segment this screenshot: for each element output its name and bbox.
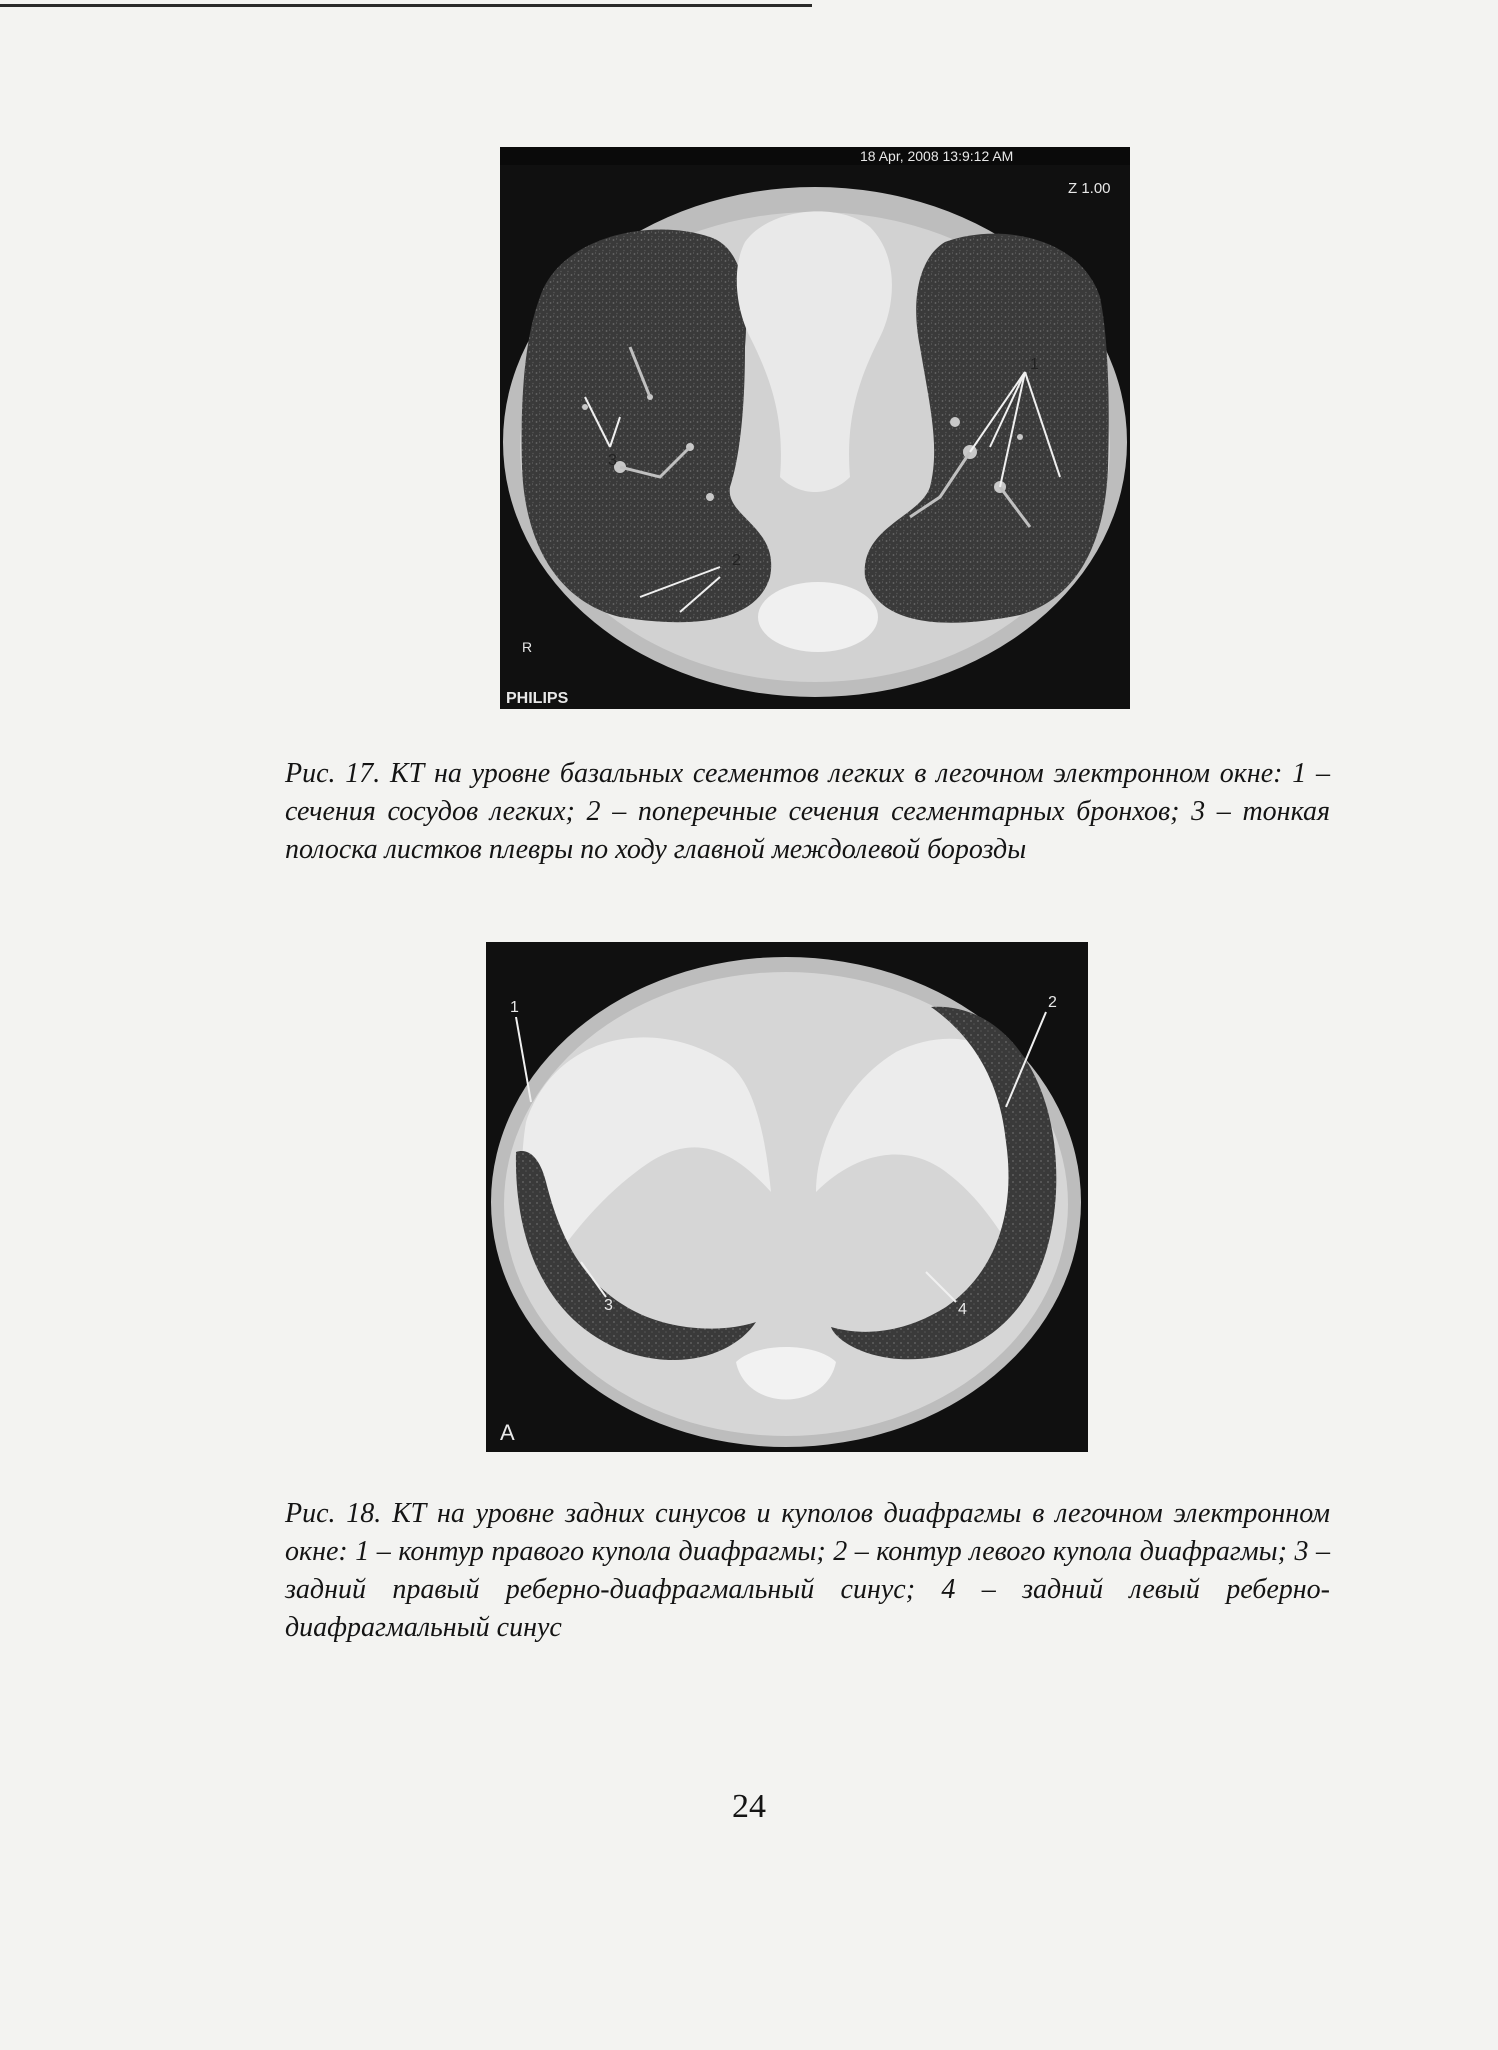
figure-17-caption: Рис. 17. КТ на уровне базальных сегментов легких в легочном электронном окне: 1 – сечения сосудов легких; 2 – поперечные сечения сегментарных бронхов; 3 – тонкая полоска листков плевры по ходу главной междолевой борозды bbox=[285, 758, 1330, 865]
label-3: 3 bbox=[604, 1297, 613, 1314]
label-2: 2 bbox=[1048, 994, 1057, 1011]
label-2: 2 bbox=[732, 552, 741, 569]
label-3: 3 bbox=[608, 452, 617, 469]
side-marker-r: R bbox=[522, 639, 533, 655]
ct-zoom-label: Z 1.00 bbox=[1068, 180, 1111, 197]
label-1: 1 bbox=[510, 999, 519, 1016]
ct-figure-17 bbox=[500, 147, 1130, 709]
label-4: 4 bbox=[958, 1301, 967, 1318]
figure-18-caption: Рис. 18. КТ на уровне задних синусов и куполов диафрагмы в легочном электронном окне: 1 – контур правого купола диафрагмы; 2 – контур левого купола диафрагмы; 3 – задний правый реберно-диафрагмальный синус; 4 – задний левый реберно-диафрагмальный синус bbox=[285, 1498, 1330, 1643]
side-marker-a: A bbox=[500, 1420, 515, 1445]
brand-label: PHILIPS bbox=[506, 690, 569, 707]
ct-scan-18 bbox=[486, 942, 1088, 1452]
ct-figure-18 bbox=[486, 942, 1088, 1452]
ct-scan-17 bbox=[500, 147, 1130, 709]
label-1: 1 bbox=[1030, 356, 1039, 373]
ct-header-text: 18 Apr, 2008 13:9:12 AM bbox=[860, 148, 1014, 164]
top-rule bbox=[0, 4, 812, 7]
page-number: 24 bbox=[732, 1788, 766, 1825]
